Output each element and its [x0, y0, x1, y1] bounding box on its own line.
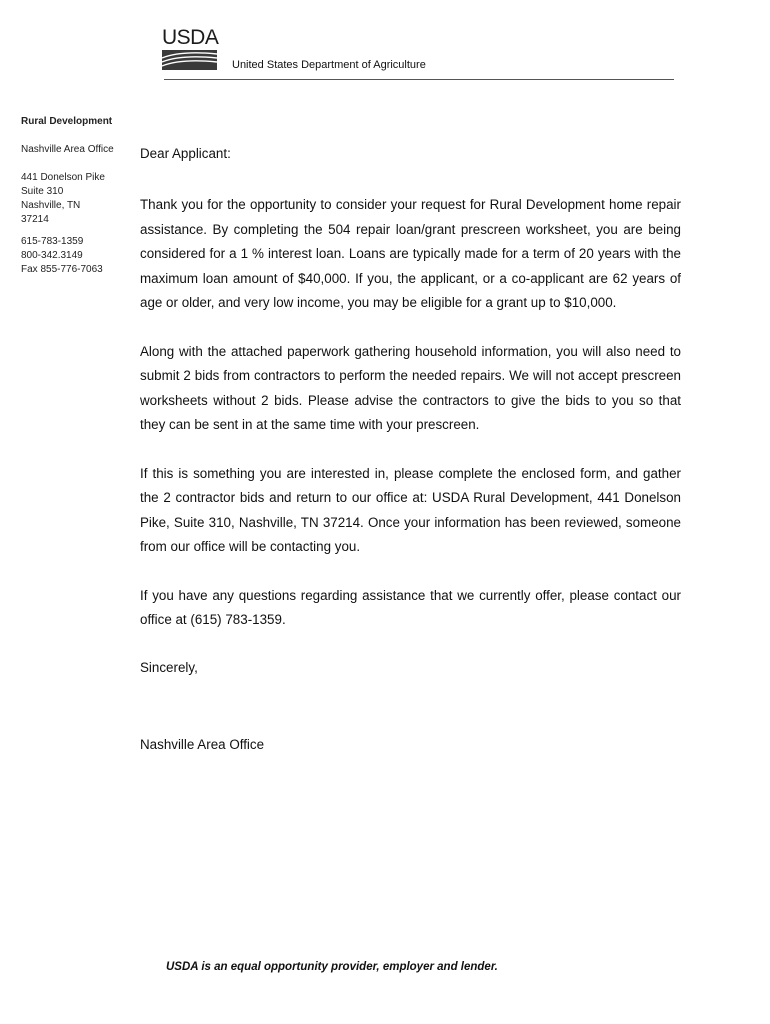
fax-line: Fax 855-776-7063 — [21, 264, 103, 275]
address-line: Suite 310 — [21, 186, 64, 197]
header-divider — [164, 79, 674, 80]
sidebar-unit: Rural Development — [21, 116, 113, 127]
address-line: 37214 — [21, 214, 49, 225]
closing: Sincerely, — [140, 659, 198, 675]
salutation: Dear Applicant: — [140, 146, 231, 161]
logo-landscape-icon — [162, 50, 217, 70]
letter-body — [140, 143, 681, 756]
phone-line: 615-783-1359 — [21, 236, 84, 247]
address-line: Nashville, TN — [21, 200, 81, 211]
sidebar-phones — [21, 235, 133, 277]
sidebar-address — [21, 171, 133, 227]
address-line: 441 Donelson Pike — [21, 172, 105, 183]
phone-line: 800-342.3149 — [21, 250, 83, 261]
agency-name: United States Department of Agriculture — [232, 59, 426, 71]
paragraph-submission: If this is something you are interested in, please complete the enclosed form, and gather the 2 contractor bids and return to our office at: USDA Rural Development, 441 Donelson Pike, Suite 310, Nashville, TN 37214. Once your information has been reviewed, someone from our office will be contacting you. — [140, 465, 681, 554]
paragraph-loan-info: Thank you for the opportunity to consider your request for Rural Development home repair assistance. By completing the 504 repair loan/grant prescreen worksheet, you are being considered for a 1 % interest loan. Loans are typically made for a term of 20 years with the maximum loan amount of $40,000. If you, the applicant, or a co-applicant are 62 years of age or older, and very low income, you may be eligible for a grant up to $10,000. — [140, 197, 681, 310]
signature: Nashville Area Office — [140, 736, 265, 752]
paragraph-bids: Along with the attached paperwork gathering household information, you will also need to submit 2 bids from contractors to perform the needed repairs. We will not accept prescreen worksheets without 2 bids. Please advise the contractors to give the bids to you so that they can be sent in at the same time with your prescreen. — [140, 343, 681, 432]
sidebar-office: Nashville Area Office — [21, 144, 114, 155]
usda-logo — [162, 28, 218, 70]
sidebar-contact — [21, 115, 133, 285]
paragraph-contact: If you have any questions regarding assistance that we currently offer, please contact our office at (615) 783-1359. — [140, 587, 681, 627]
equal-opportunity-statement: USDA is an equal opportunity provider, employer and lender. — [166, 961, 498, 973]
logo-wordmark: USDA — [162, 26, 219, 49]
